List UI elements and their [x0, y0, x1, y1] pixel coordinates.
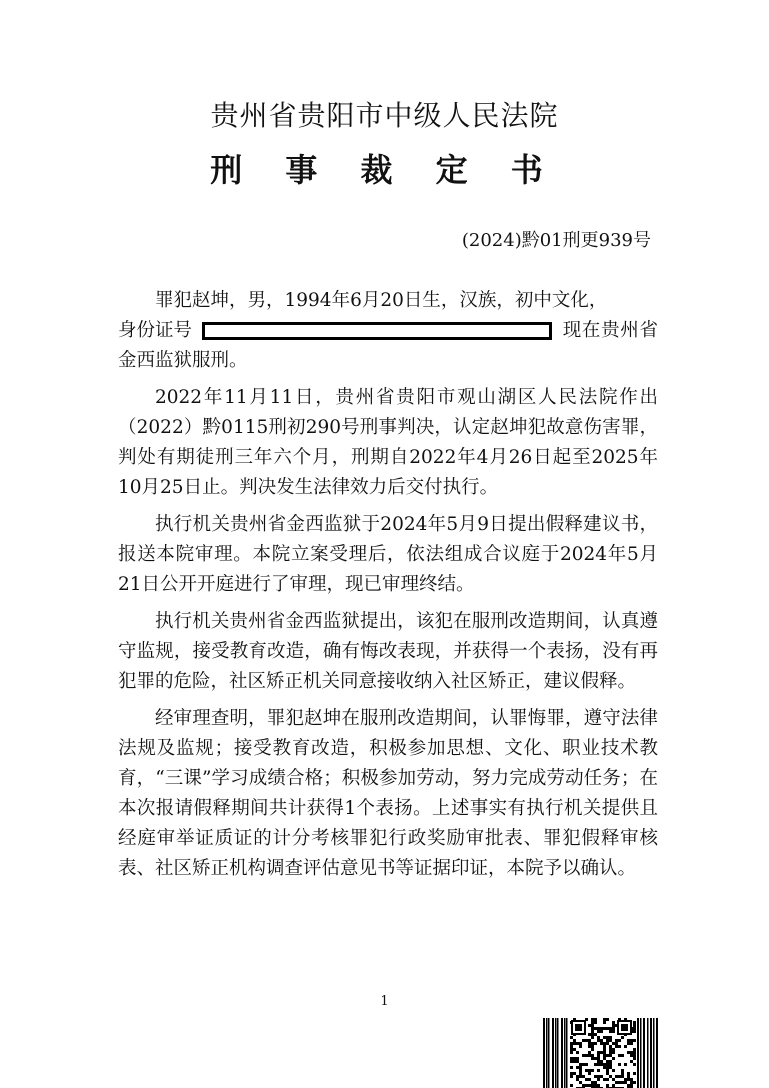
paragraph-offender-info: [118, 286, 658, 376]
id-number-line: [118, 316, 562, 346]
document-body: [118, 286, 658, 891]
offender-location: 现在贵州省金西监狱服刑。: [118, 320, 658, 371]
paragraph-executing-authority-opinion: 执行机关贵州省金西监狱提出，该犯在服刑改造期间，认真遵守监规，接受教育改造，确有悔改表现，并获得一个表扬，没有再犯罪的危险，社区矫正机关同意接收纳入社区矫正，建议假释。: [118, 611, 658, 692]
case-number: (2024)黔01刑更939号: [461, 230, 651, 251]
paragraph-parole-proposal: 执行机关贵州省金西监狱于2024年5月9日提出假释建议书，报送本院审理。本院立案受理后，依法组成合议庭于2024年5月21日公开开庭进行了审理，现已审理终结。: [118, 514, 658, 595]
page-number: 1: [380, 994, 389, 1009]
paragraph-court-findings: 经审理查明，罪犯赵坤在服刑改造期间，认罪悔罪，遵守法律法规及监规；接受教育改造，积极参加思想、文化、职业技术教育，“三课”学习成绩合格；积极参加劳动，努力完成劳动任务；在本次报请假释期间共计获得1个表扬。上述事实有执行机关提供且经庭审举证质证的计分考核罪犯行政奖励审批表、罪犯假释审核表、社区矫正机构调查评估意见书等证据印证，本院予以确认。: [118, 708, 658, 879]
offender-basic-info: 罪犯赵坤，男，1994年6月20日生，汉族，初中文化，: [155, 290, 608, 311]
id-number-label: 身份证号: [118, 320, 193, 341]
court-name: 贵州省贵阳市中级人民法院: [210, 99, 559, 132]
document-type-title: 刑 事 裁 定 书: [210, 151, 559, 189]
qr-code-icon: [543, 1018, 658, 1088]
paragraph-original-judgment: 2022年11月11日，贵州省贵阳市观山湖区人民法院作出（2022）黔0115刑初290号刑事判决，认定赵坤犯故意伤害罪，判处有期徒刑三年六个月，刑期自2022年4月26日起至2025年10月25日止。判决发生法律效力后交付执行。: [118, 387, 658, 498]
redacted-id-box: [202, 322, 552, 340]
